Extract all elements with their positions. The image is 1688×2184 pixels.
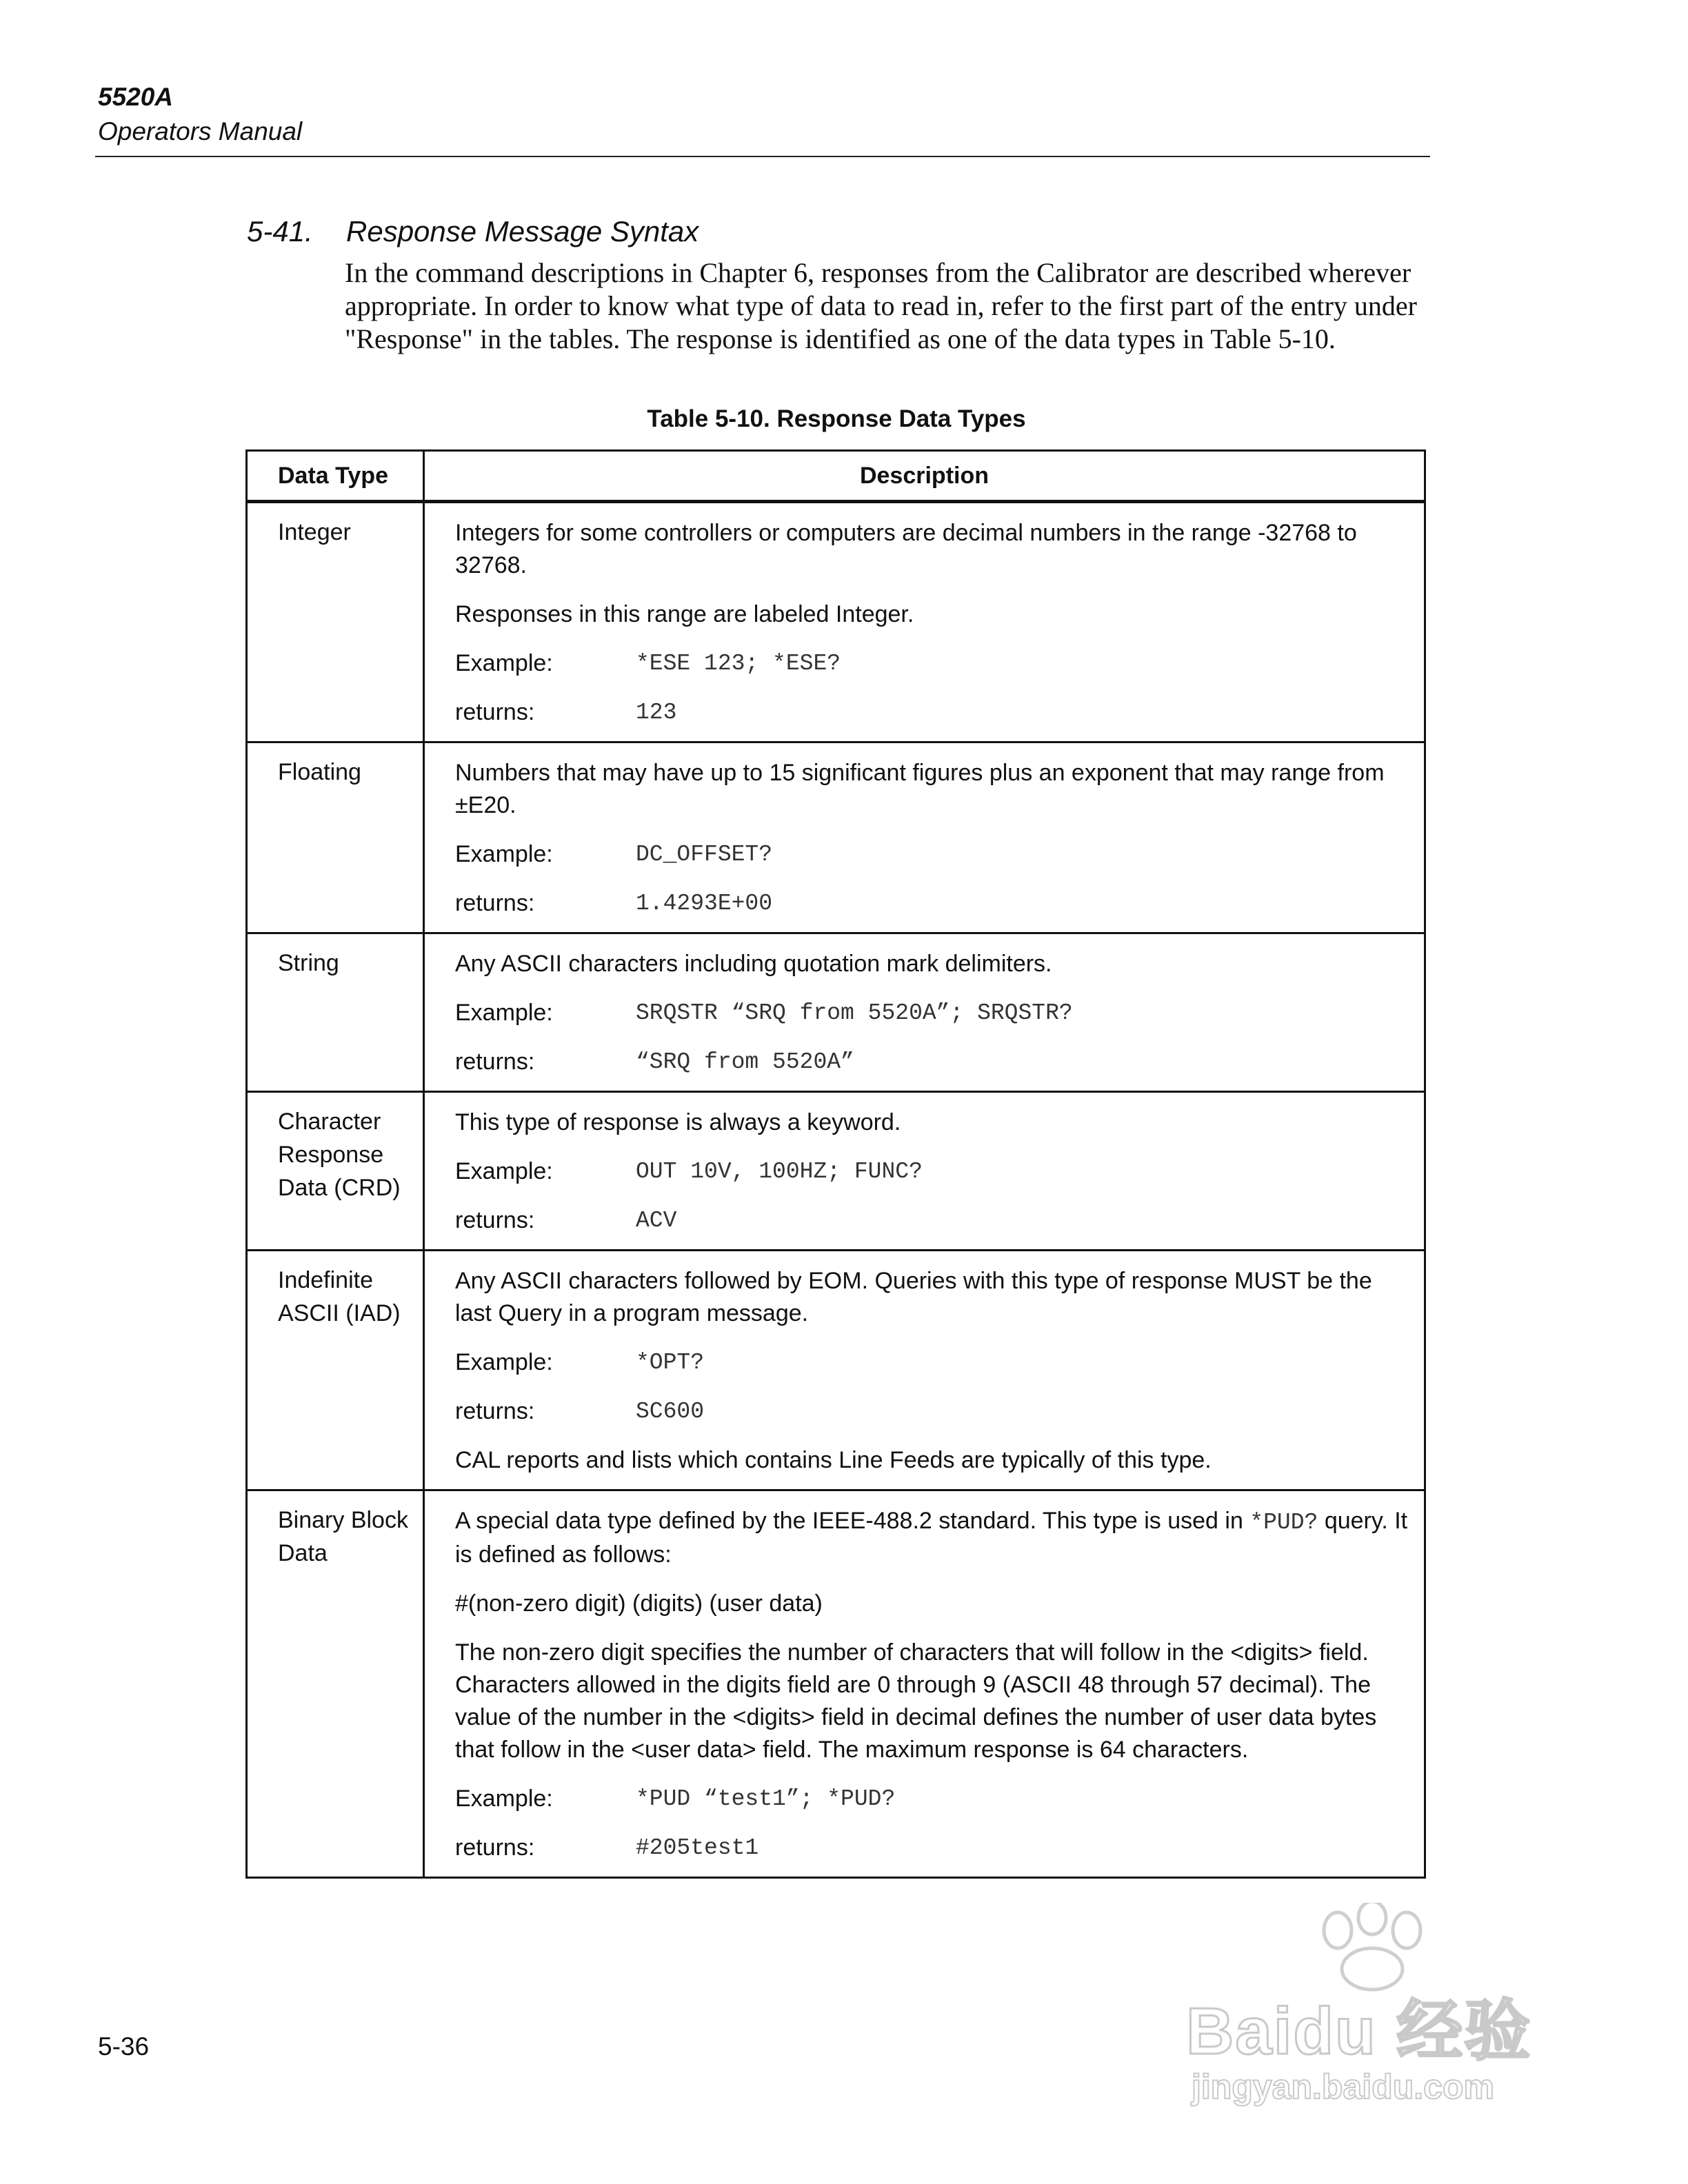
response-data-types-table <box>245 449 1426 1879</box>
table-row-floating <box>247 742 1425 933</box>
table-header-row <box>247 451 1425 502</box>
example-line <box>455 1346 1410 1379</box>
table-caption: Table 5-10. Response Data Types <box>647 405 1026 432</box>
returns-line <box>455 1832 1410 1864</box>
example-code: *OPT? <box>636 1350 705 1375</box>
returns-label: returns: <box>455 1207 535 1233</box>
example-code: OUT 10V, 100HZ; FUNC? <box>636 1159 923 1184</box>
returns-label: returns: <box>455 890 535 916</box>
returns-line <box>455 887 1410 920</box>
data-type-cell: Binary Block Data <box>247 1490 424 1878</box>
example-line <box>455 1155 1410 1188</box>
returns-line <box>455 696 1410 729</box>
description-text: The non-zero digit specifies the number of characters that will follow in the <digits> field. Characters allowed in the digits field are 0 through 9 (ASCII 48 through 57 decimal). The value of the number in the <digits> field in decimal defines the number of user data bytes that follow in the <user data> field. The maximum response is 64 characters. <box>455 1639 1377 1763</box>
description-text: CAL reports and lists which contains Line Feeds are typically of this type. <box>455 1447 1212 1473</box>
description-text: Integers for some controllers or computers are decimal numbers in the range -32768 to 32768. <box>455 520 1357 578</box>
returns-code: 123 <box>636 700 677 725</box>
description-text: #(non-zero digit) (digits) (user data) <box>455 1590 823 1617</box>
returns-label: returns: <box>455 1049 535 1075</box>
description-text: Numbers that may have up to 15 significant figures plus an exponent that may range from ±E20. <box>455 760 1385 818</box>
column-header-data-type: Data Type <box>247 451 424 502</box>
page-number: 5-36 <box>98 2032 150 2061</box>
returns-code: ACV <box>636 1208 677 1233</box>
description-cell <box>424 502 1425 742</box>
example-code: SRQSTR “SRQ from 5520A”; SRQSTR? <box>636 1000 1073 1026</box>
description-cell <box>424 1251 1425 1490</box>
returns-code: 1.4293E+00 <box>636 891 773 916</box>
data-type-cell: String <box>247 933 424 1092</box>
data-type-cell: Character Response Data (CRD) <box>247 1092 424 1251</box>
example-code: *PUD “test1”; *PUD? <box>636 1786 896 1812</box>
returns-label: returns: <box>455 699 535 725</box>
inline-code: *PUD? <box>1249 1510 1318 1535</box>
column-header-description: Description <box>424 451 1425 502</box>
example-line <box>455 997 1410 1029</box>
example-code: *ESE 123; *ESE? <box>636 651 841 676</box>
description-text: Responses in this range are labeled Integer. <box>455 601 914 627</box>
returns-line <box>455 1046 1410 1078</box>
description-text <box>455 1505 1410 1571</box>
example-line <box>455 647 1410 680</box>
example-code: DC_OFFSET? <box>636 842 773 867</box>
example-label: Example: <box>455 1349 553 1375</box>
example-label: Example: <box>455 1158 553 1184</box>
watermark-url: jingyan.baidu.com <box>1192 2067 1494 2106</box>
description-text: Any ASCII characters followed by EOM. Queries with this type of response MUST be the last Query in a program message. <box>455 1268 1372 1326</box>
section-number: 5-41. <box>247 215 313 247</box>
data-type-cell: Integer <box>247 502 424 742</box>
data-type-cell: Indefinite ASCII (IAD) <box>247 1251 424 1490</box>
returns-label: returns: <box>455 1834 535 1861</box>
header-rule <box>95 156 1430 157</box>
example-label: Example: <box>455 841 553 867</box>
table-row-iad <box>247 1251 1425 1490</box>
description-cell <box>424 1092 1425 1251</box>
description-text-part: A special data type defined by the IEEE-488.2 standard. This type is used in <box>455 1508 1243 1534</box>
returns-line <box>455 1204 1410 1237</box>
description-text-part: query. It is defined as follows: <box>455 1508 1408 1568</box>
table-row-crd <box>247 1092 1425 1251</box>
description-cell <box>424 742 1425 933</box>
example-label: Example: <box>455 1000 553 1026</box>
table-row-binary-block-data <box>247 1490 1425 1878</box>
section-intro: In the command descriptions in Chapter 6, responses from the Calibrator are described wherever appropriate. In order to know what type of data to read in, refer to the first part of the entry under "Response" in the tables. The response is identified as one of the data types in Table 5-10. <box>345 257 1417 354</box>
section-title: Response Message Syntax <box>346 215 699 247</box>
description-cell <box>424 933 1425 1092</box>
section-heading <box>247 215 699 248</box>
returns-code: #205test1 <box>636 1835 759 1861</box>
description-text: Any ASCII characters including quotation mark delimiters. <box>455 951 1052 977</box>
header-manual-title: Operators Manual <box>98 117 303 145</box>
table-row-string <box>247 933 1425 1092</box>
returns-line <box>455 1395 1410 1428</box>
returns-label: returns: <box>455 1398 535 1424</box>
baidu-watermark <box>1186 1903 1572 2110</box>
example-label: Example: <box>455 1786 553 1812</box>
example-line <box>455 838 1410 871</box>
description-cell <box>424 1490 1425 1878</box>
example-label: Example: <box>455 650 553 676</box>
watermark-main-text: Baidu 经验 <box>1186 1994 1532 2068</box>
data-type-cell: Floating <box>247 742 424 933</box>
header-model: 5520A <box>98 83 174 111</box>
example-line <box>455 1783 1410 1815</box>
returns-code: SC600 <box>636 1399 705 1424</box>
returns-code: “SRQ from 5520A” <box>636 1049 854 1075</box>
description-text: This type of response is always a keyword. <box>455 1109 901 1135</box>
table-row-integer <box>247 502 1425 742</box>
